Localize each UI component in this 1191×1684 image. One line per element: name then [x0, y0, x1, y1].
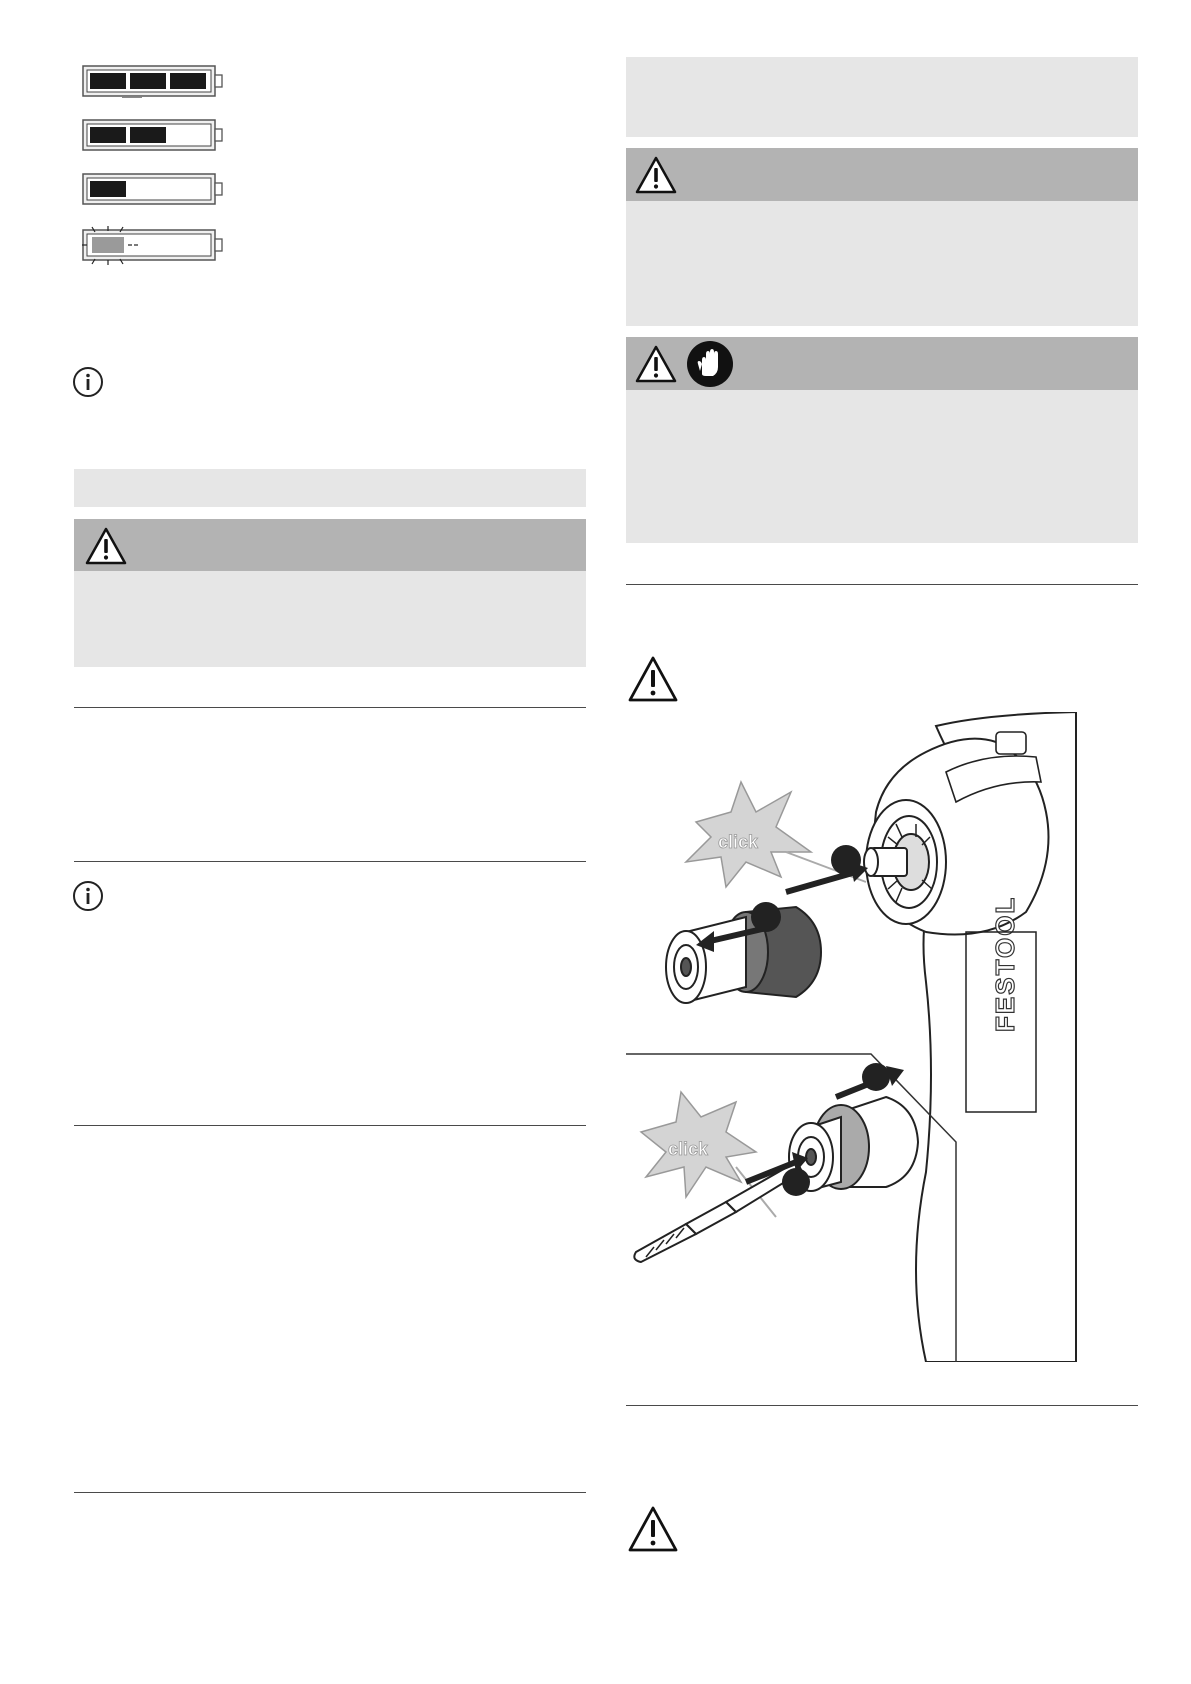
battery-level-one-third	[82, 172, 226, 208]
section-heading-bar	[74, 469, 586, 507]
battery-level-two-thirds	[82, 118, 226, 154]
warning-triangle-icon	[627, 1505, 679, 1553]
section-divider	[74, 1492, 586, 1493]
battery-level-full	[82, 64, 226, 100]
section-divider	[626, 584, 1138, 585]
warning-body-panel	[74, 571, 586, 667]
warning-triangle-icon	[84, 526, 128, 566]
warning-triangle-icon	[627, 655, 679, 703]
warning-header-bar	[626, 337, 1138, 390]
warning-body-panel	[626, 201, 1138, 326]
warning-header-bar	[74, 519, 586, 571]
wear-gloves-icon	[686, 340, 734, 388]
click-label: click	[718, 832, 759, 852]
warning-header-bar	[626, 148, 1138, 201]
brand-label: FESTOOL	[990, 895, 1020, 1032]
section-divider	[74, 1125, 586, 1126]
warning-triangle-icon	[634, 344, 678, 384]
warning-triangle-icon	[634, 155, 678, 195]
info-icon	[72, 880, 104, 912]
section-divider	[626, 1405, 1138, 1406]
battery-level-empty-blinking	[82, 226, 226, 266]
section-divider	[74, 861, 586, 862]
info-icon	[72, 366, 104, 398]
click-label: click	[668, 1139, 709, 1159]
warning-body-panel	[626, 390, 1138, 543]
section-heading-bar	[626, 57, 1138, 137]
section-divider	[74, 707, 586, 708]
chuck-installation-illustration	[626, 712, 1086, 1362]
